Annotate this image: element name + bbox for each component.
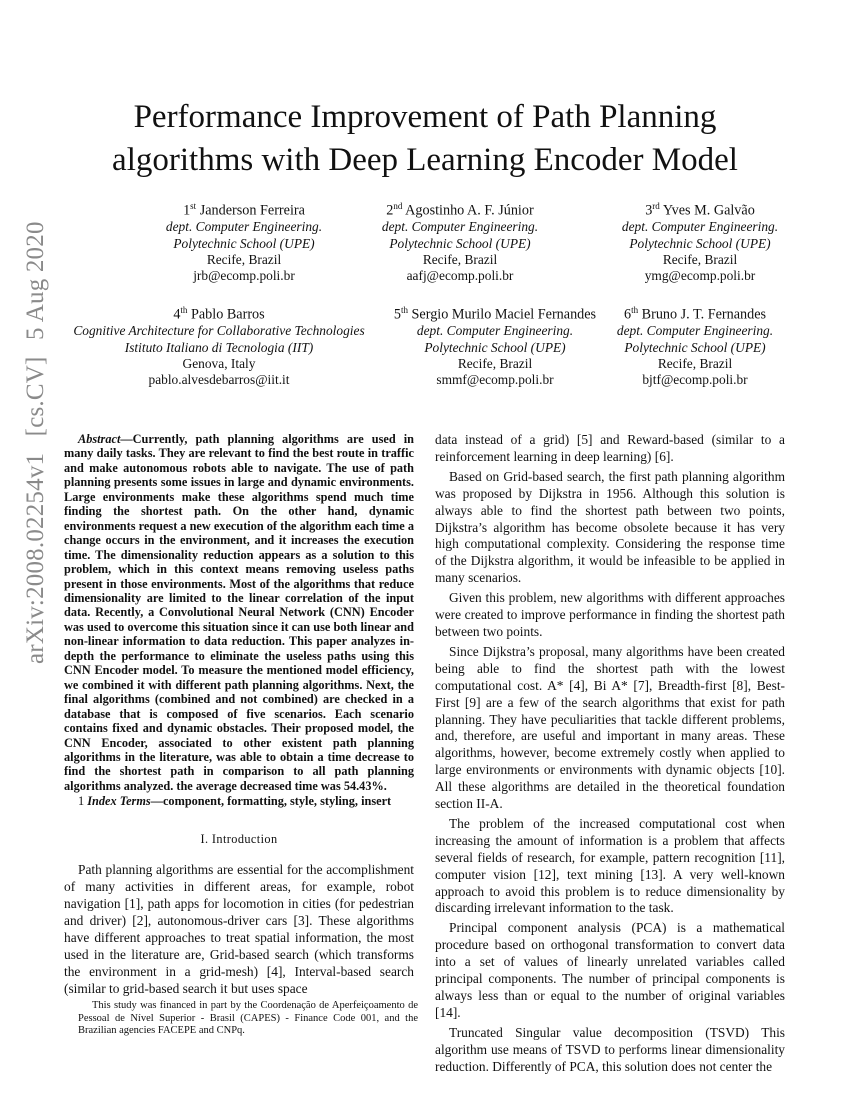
left-paragraph-1: Path planning algorithms are essential for the accomplishment of many activities in different areas, for example, robot navigation [1], path apps for locomotion in cities (for pedestrian and driver) [2], autonomous-driver cars [3]. These algorithms have different approaches to treat spatial information, the most used in the literature are, Grid-based search (which transforms the environment in a grid-mesh) [4], Interval-based search (similar to grid-based search it but uses space [64,862,414,996]
author-block-4 [54,302,384,389]
author-4-email[interactable]: pablo.alvesdebarros@iit.it [148,372,290,388]
author-4-name-line: 4th Pablo Barros [173,305,265,323]
author-1-location: Recife, Brazil [206,251,282,267]
right-paragraph-6: Truncated Singular value decomposition (TSVD) This algorithm use means of TSVD to performs linear dimensionality reduction. Differently of PCA, this solution does not center the [435,1024,785,1074]
arxiv-identifier: arXiv:2008.02254v1 [22,452,49,664]
author-1-dept: dept. Computer Engineering. [165,219,323,235]
section-heading-introduction: I. Introduction [200,832,278,847]
author-1-org: Polytechnic School (UPE) [173,235,315,251]
author-1-email[interactable]: jrb@ecomp.poli.br [193,268,295,284]
author-block-6 [600,302,790,389]
author-1-name-line: 1st Janderson Ferreira [183,201,305,219]
author-block-2 [330,198,590,285]
right-paragraph-1: Based on Grid-based search, the first path planning algorithm was proposed by Dijkstra in 1956. Although this solution is always able to find the shortest path between two points, Dijkstra’s algorithm has become obsolete because it has very high computational complexity. Considering the response time of the Dijkstra algorithm, it would be infeasible to be applied in many scenarios. [435,468,785,586]
author-4-name: Pablo Barros [190,306,265,323]
author-6-name-line: 6th Bruno J. T. Fernandes [623,305,767,323]
right-continuation: data instead of a grid) [5] and Reward-based (similar to a reinforcement learning in deep learning) [6]. [435,432,785,464]
abstract-lead: Abstract [78,432,121,446]
abstract-text: —Currently, path planning algorithms are used in many daily tasks. They are relevant to find the best route in traffic and make autonomous robots able to navigate. The use of path planning presents some issues in large and dynamic environments. Large environments make these algorithms spend much time finding the shortest path. On the other hand, dynamic environments request a new execution of the algorithm each time a change occurs in the environment, and it increases the execution time. The dimensionality reduction appears as a solution to this problem, which in this context means removing useless paths present in those environments. Most of the algorithms that reduce dimensionality are limited to the linear correlation of the input data. Recently, a Convolutional Neural Network (CNN) Encoder was used to overcome this situation since it can use both linear and non-linear information to data reduction. This paper analyzes in-depth the performance to eliminate the useless paths using this CNN Encoder model. To measure the mentioned model efficiency, we combined it with different path planning algorithms. Next, the final algorithms (combined and not combined) are checked in a database that is composed of five scenarios. Each scenario contains fixed and dynamic obstacles. Their proposed model, the CNN Encoder, associated to other existent path planning algorithms in the literature, was able to obtain a time decrease to find the shortest path in comparison to all path planning algorithms analyzed. the average decreased time was 54.43%. [64,432,414,793]
author-block-5 [370,302,620,389]
author-5-dept: dept. Computer Engineering. [416,323,574,339]
author-5-location: Recife, Brazil [457,355,533,371]
author-2-email[interactable]: aafj@ecomp.poli.br [406,268,514,284]
right-paragraph-5: Principal component analysis (PCA) is a mathematical procedure based on orthogonal transformation to convert data into a set of values of linearly unrelated variables called principal components. The number of principal components is always less than or equal to the number of original variables [14]. [435,920,785,1020]
author-4-org: Istituto Italiano di Tecnologia (IIT) [124,339,314,355]
author-3-org: Polytechnic School (UPE) [629,235,771,251]
paper-title [40,96,810,182]
author-2-org: Polytechnic School (UPE) [389,235,531,251]
index-terms-text: —component, formatting, style, styling, insert [150,794,392,809]
author-6-org: Polytechnic School (UPE) [624,339,766,355]
author-5-name-line: 5th Sergio Murilo Maciel Fernandes [393,305,597,323]
index-terms-lead: Index Terms [87,794,151,809]
author-block-3 [570,198,830,285]
author-6-name: Bruno J. T. Fernandes [641,306,767,323]
author-6-dept: dept. Computer Engineering. [616,323,774,339]
author-6-email[interactable]: bjtf@ecomp.poli.br [642,372,748,388]
author-5-name: Sergio Murilo Maciel Fernandes [411,306,597,323]
title-line-1: Performance Improvement of Path Planning [133,99,717,135]
footnote: This study was financed in part by the Coordenação de Aperfeiçoamento de Pessoal de Nível Superior - Brasil (CAPES) - Finance Code 001, and the Brazilian agencies FACEPE and CNPq. [78,1000,418,1037]
arxiv-date: 5 Aug 2020 [22,221,49,341]
title-line-2: algorithms with Deep Learning Encoder Model [112,142,738,178]
author-2-location: Recife, Brazil [422,251,498,267]
author-4-location: Genova, Italy [182,355,256,371]
index-terms-number: 1 [78,794,85,809]
author-1-name: Janderson Ferreira [199,202,305,219]
author-3-email[interactable]: ymg@ecomp.poli.br [644,268,756,284]
right-column [435,432,785,1076]
author-6-location: Recife, Brazil [657,355,733,371]
index-terms [64,794,414,809]
left-column [64,432,414,997]
right-paragraph-2: Given this problem, new algorithms with different approaches were created to improve performance in finding the shortest path between two points. [435,590,785,639]
right-paragraph-3: Since Dijkstra’s proposal, many algorithms have been created being able to find the shortest path with the lowest computational cost. A* [4], Bi A* [7], Breadth-first [8], Best-First [9] are a few of the search algorithms that exist for path planning. They have peculiarities that tackle different problems, and, therefore, are useful and important in many areas. These algorithms, however, become extremely costly when applied to large environments or environments with dynamic objects [10]. All these algorithms are detailed in the theoretical foundation section II-A. [435,643,785,812]
author-2-dept: dept. Computer Engineering. [381,219,539,235]
abstract [64,432,414,793]
arxiv-category: [cs.CV] [22,356,49,437]
author-2-name-line: 2nd Agostinho A. F. Júnior [386,201,534,219]
author-3-name-line: 3rd Yves M. Galvão [645,201,755,219]
author-3-name: Yves M. Galvão [662,202,755,219]
author-3-dept: dept. Computer Engineering. [621,219,779,235]
right-paragraph-4: The problem of the increased computational cost when increasing the amount of information is a problem that affects several fields of research, for example, pattern recognition [11], computer vision [12], text mining [13]. A very well-known approach to avoid this problem is to reduce dimensionality by discarding irrelevant information to the task. [435,815,785,916]
author-3-location: Recife, Brazil [662,251,738,267]
author-2-name: Agostinho A. F. Júnior [405,202,534,219]
author-4-dept: Cognitive Architecture for Collaborative Technologies [73,323,365,339]
author-5-org: Polytechnic School (UPE) [424,339,566,355]
author-5-email[interactable]: smmf@ecomp.poli.br [436,372,554,388]
